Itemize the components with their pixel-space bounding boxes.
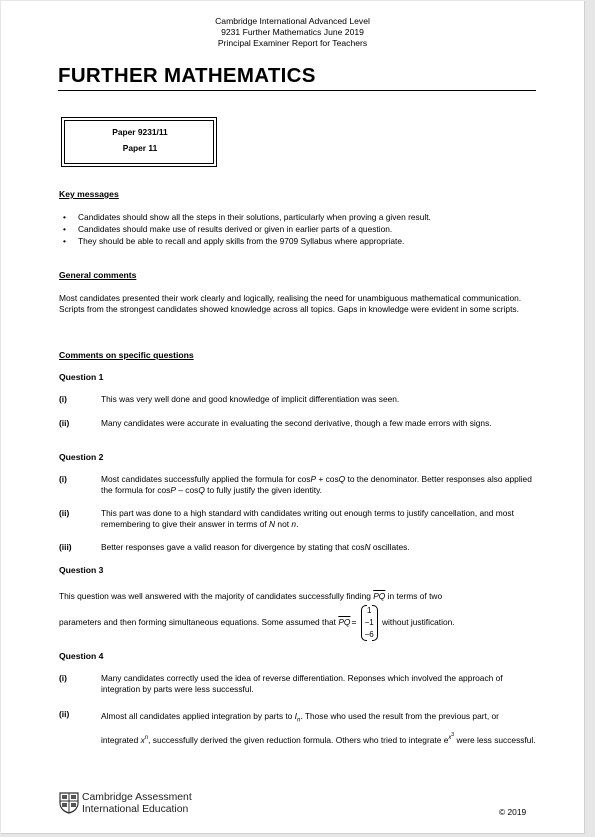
key-message-2: • Candidates should make use of results derived or given in earlier parts of a question.	[78, 224, 548, 235]
q1-part-ii-text: Many candidates were accurate in evaluating the second derivative, though a few made errors with signs.	[101, 418, 492, 428]
title-rule	[58, 90, 536, 91]
copyright: © 2019	[499, 807, 527, 817]
q2-part-iii-text: Better responses gave a valid reason for divergence by stating that cosN oscillates.	[101, 542, 410, 552]
q1-part-i-label: (i)	[59, 394, 67, 404]
key-messages-heading: Key messages	[59, 189, 119, 199]
vector-pq: $\overline{PQ}$	[373, 591, 386, 601]
q2-part-i-label: (i)	[59, 474, 67, 484]
q3-line-1: This question was well answered with the majority of candidates successfully finding $\overline{PQ}$ in terms of two	[59, 591, 443, 601]
q3-line-2: parameters and then forming simultaneous equations. Some assumed that $\overline{PQ}=$ 1 −1 −6 without justification.	[59, 606, 455, 639]
column-vector: 1 −1 −6	[361, 605, 378, 641]
key-message-1: • Candidates should show all the steps in their solutions, particularly when proving a given result.	[78, 212, 548, 223]
q1-part-i-text: This was very well done and good knowledge of implicit differentiation was seen.	[101, 394, 400, 404]
paper-code: Paper 9231/11	[112, 127, 168, 137]
q2-part-iii-label: (iii)	[59, 542, 72, 552]
cambridge-shield-logo-icon	[59, 792, 79, 819]
general-comments-text: Most candidates presented their work clearly and logically, realising the need for unambiguous mathematical communication. Scripts from the strongest candidates showed knowledge across all topics. Gaps in knowledge were evident in some scripts.	[59, 293, 522, 314]
header-line-3: Principal Examiner Report for Teachers	[217, 38, 368, 48]
q4-part-ii-text: Almost all candidates applied integration by parts to $I_n$. Those who used the result from the previous part, or integrated $x^n$, successfully derived the given reduction formula. Others who tried to integrate $e^{x^3}$ were less successful.	[101, 711, 536, 745]
general-comments-heading: General comments	[59, 270, 137, 280]
question-4-heading: Question 4	[59, 651, 104, 661]
header-line-1: Cambridge International Advanced Level	[215, 16, 370, 26]
paper-box	[61, 117, 217, 167]
report-page	[1, 1, 585, 834]
q2-part-i-text: Most candidates successfully applied the formula for cosP + cosQ to the denominator. Better responses also applied the formula for cosP – cosQ to fully justify the given identity.	[101, 474, 532, 495]
organisation-name: Cambridge Assessment International Education	[82, 792, 192, 815]
key-message-3: • They should be able to recall and apply skills from the 9709 Syllabus where appropriate.	[78, 236, 548, 247]
q4-part-ii-label: (ii)	[59, 709, 70, 719]
question-3-heading: Question 3	[59, 565, 104, 575]
q2-part-ii-text: This part was done to a high standard with candidates writing out enough terms to justify cancellation, and most remembering to give their answer in terms of N not n.	[101, 508, 514, 529]
question-2-heading: Question 2	[59, 452, 104, 462]
q4-part-i-text: Many candidates correctly used the idea of reverse differentiation. Reponses which involved the approach of integration by parts were less successful.	[101, 673, 503, 694]
q2-part-ii-label: (ii)	[59, 508, 70, 518]
question-1-heading: Question 1	[59, 372, 104, 382]
header-line-2: 9231 Further Mathematics June 2019	[221, 27, 364, 37]
q1-part-ii-label: (ii)	[59, 418, 70, 428]
paper-name: Paper 11	[122, 143, 158, 153]
page-title: FURTHER MATHEMATICS	[58, 64, 316, 87]
q4-part-i-label: (i)	[59, 673, 67, 683]
specific-comments-heading: Comments on specific questions	[59, 350, 194, 360]
